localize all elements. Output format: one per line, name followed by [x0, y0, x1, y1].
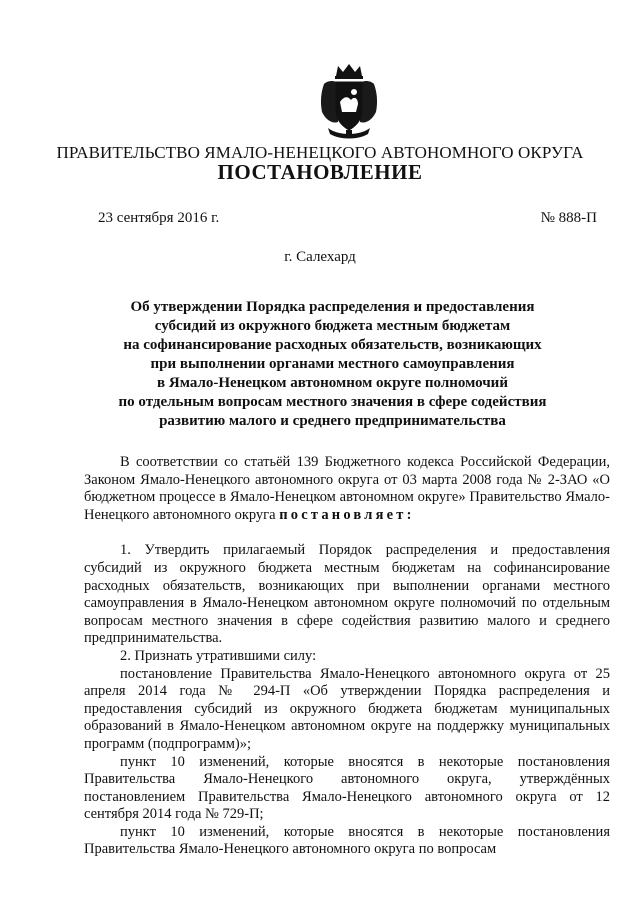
title-line: Об утверждении Порядка распределения и предоставления — [130, 299, 535, 315]
item-1: 1. Утвердить прилагаемый Порядок распределения и предоставления субсидий из окружного бюджета местным бюджетам на софинансирование расходных обязательств, возникающих при выполнении органами местного самоуправления в Ямало-Ненецком автономном округе полномочий по отдельным вопросам местного значения в сфере содействия развитию малого и среднего предпринимательства. — [84, 542, 610, 647]
paragraph-gap — [84, 524, 610, 542]
preamble-text: В соответствии со статьёй 139 Бюджетного кодекса Российской Федерации, Законом Ямало-Ненецкого автономного округа от 03 марта 2008 года № 2-ЗАО «О бюджетном процессе в Ямало-Ненецком автономном округе» Правительство Ямало-Ненецкого автономного округа — [84, 454, 610, 523]
government-name: ПРАВИТЕЛЬСТВО ЯМАЛО-НЕНЕЦКОГО АВТОНОМНОГО ОКРУГА — [56, 143, 584, 162]
document-title — [100, 298, 565, 431]
preamble-verb: постановляет: — [279, 506, 415, 523]
document-body — [84, 454, 610, 859]
item-2-sub-1: постановление Правительства Ямало-Ненецкого автономного округа от 25 апреля 2014 года № 294-П «Об утверждении Порядка распределения и предоставления субсидий из окружного бюджета бюджетам муниципальных образований в Ямало-Ненецком автономном округе на поддержку муниципальных программ (подпрограмм)»; — [84, 665, 610, 752]
document-date: 23 сентября 2016 г. — [98, 210, 220, 226]
item-2-sub-2: пункт 10 изменений, которые вносятся в некоторые постановления Правительства Ямало-Ненецкого автономного округа, утверждённых постановлением Правительства Ямало-Ненецкого автономного округа от 12 сентября 2014 года № 729-П; — [84, 753, 610, 823]
title-line: в Ямало-Ненецком автономном округе полномочий — [157, 375, 508, 391]
title-line: по отдельным вопросам местного значения в сфере содействия — [118, 394, 547, 410]
title-line: при выполнении органами местного самоуправления — [150, 356, 515, 372]
title-line: развитию малого и среднего предпринимательства — [159, 413, 506, 429]
title-line: субсидий из окружного бюджета местным бюджетам — [154, 318, 511, 334]
preamble-paragraph — [84, 454, 610, 524]
title-line: на софинансирование расходных обязательств, возникающих — [123, 337, 542, 353]
item-2: 2. Признать утратившими силу: — [120, 647, 317, 664]
coat-of-arms-emblem — [318, 62, 380, 142]
document-type: ПОСТАНОВЛЕНИЕ — [217, 160, 423, 184]
document-number: № 888-П — [540, 210, 597, 226]
item-2-sub-3: пункт 10 изменений, которые вносятся в некоторые постановления Правительства Ямало-Ненецкого автономного округа по вопросам — [84, 823, 610, 858]
city-label: г. Салехард — [284, 249, 356, 265]
